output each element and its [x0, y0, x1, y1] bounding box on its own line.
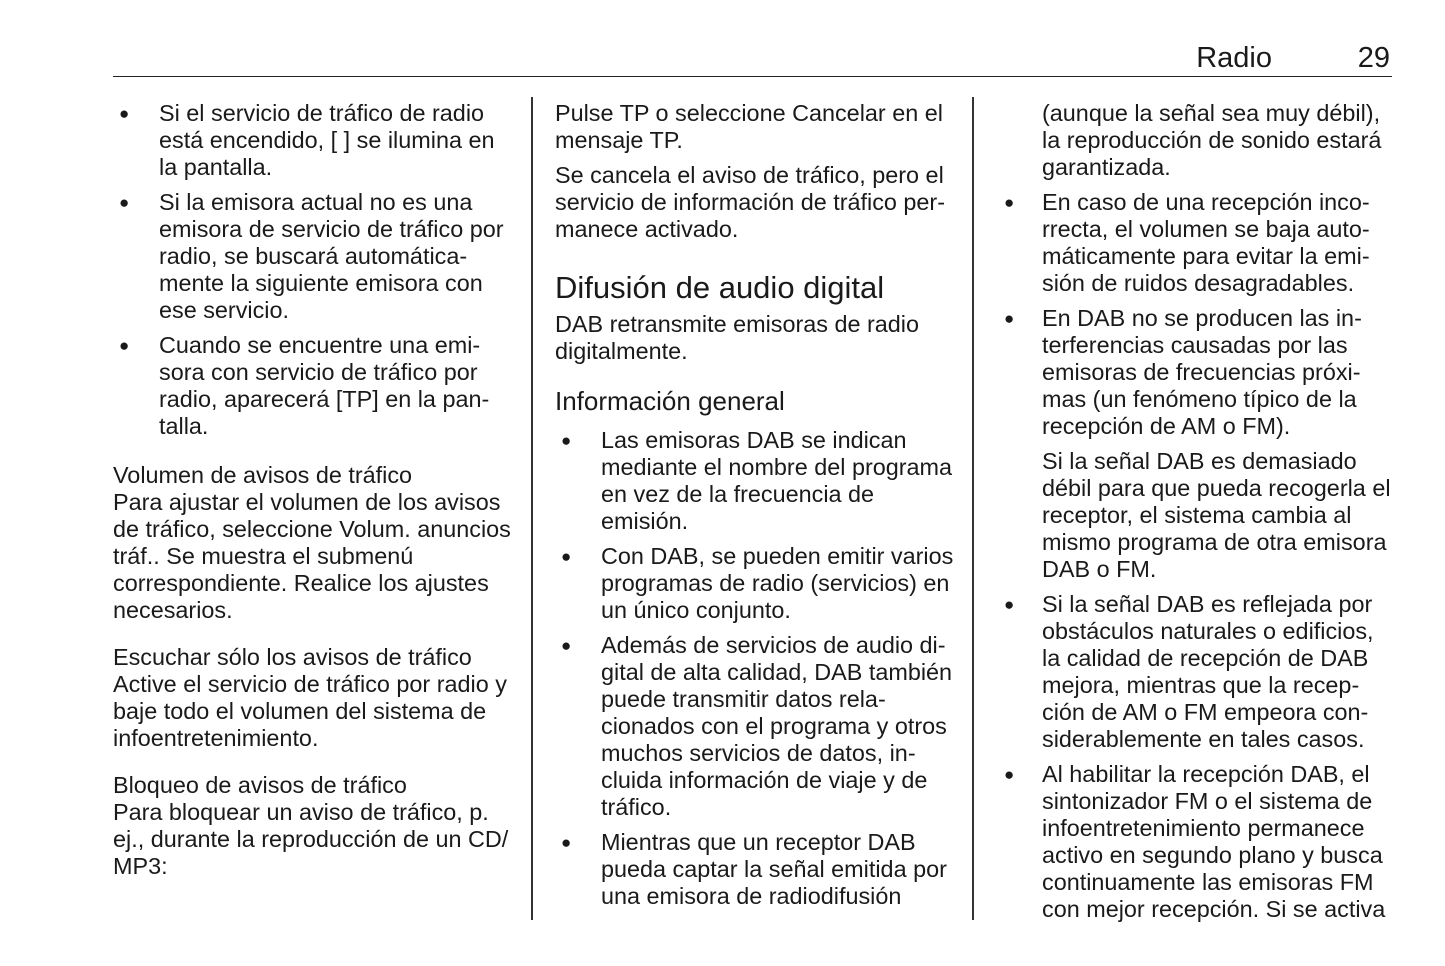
list-item: ● Además de servicios de audio digital de alta calidad, DAB también puede transmitir datos relacionados con el programa y otros muchos servicios de datos, incluida información de viaje y de tráfico. — [555, 632, 955, 821]
list-item: ● Con DAB, se pueden emitir varios programas de radio (servicios) en un único conjunto. — [555, 543, 955, 624]
column-3 — [1042, 100, 1394, 931]
list-item: ● Al habilitar la recepción DAB, el sintonizador FM o el sistema de infoentretenimiento permanece activo en segundo plano y busca continuamente las emisoras FM con mejor recepción. Si se activa — [1042, 761, 1394, 923]
subheading-traffic-only: Escuchar sólo los avisos de tráfico — [113, 644, 472, 670]
bullet-list — [1042, 189, 1394, 923]
paragraph: Active el servicio de tráfico por radio y baje todo el volumen del sistema de infoentretenimiento. — [113, 671, 507, 751]
list-item: ● Si la emisora actual no es una emisora de servicio de tráfico por radio, se buscará automáticamente la siguiente emisora con ese servicio. — [113, 189, 515, 324]
paragraph: Pulse TP o seleccione Cancelar en el mensaje TP. — [555, 100, 943, 153]
subheading-traffic-block: Bloqueo de avisos de tráfico — [113, 772, 407, 798]
column-2 — [555, 100, 955, 918]
paragraph-continuation: (aunque la señal sea muy débil), la reproducción de sonido estará garantizada. — [1042, 100, 1382, 180]
list-item-text: En DAB no se producen las interferencias causadas por las emisoras de frecuencias próximas (un fenómeno típico de la recepción de AM o FM). — [1042, 305, 1362, 439]
list-item — [1042, 305, 1394, 583]
list-item: ● Si la señal DAB es reflejada por obstáculos naturales o edificios, la calidad de recepción de DAB mejora, mientras que la recepción de AM o FM empeora considerablemente en tales casos. — [1042, 591, 1394, 753]
column-1 — [113, 100, 515, 900]
page-header — [113, 40, 1392, 77]
paragraph: DAB retransmite emisoras de radio digitalmente. — [555, 311, 919, 364]
list-item: ● Cuando se encuentre una emisora con servicio de tráfico por radio, aparecerá [TP] en la pantalla. — [113, 332, 515, 440]
section-title: Radio — [1196, 42, 1272, 74]
paragraph: Para bloquear un aviso de tráfico, p. ej., durante la reproducción de un CD/ MP3: — [113, 799, 509, 879]
bullet-list — [113, 100, 515, 440]
heading-general-info: Información general — [555, 386, 785, 416]
bullet-list — [555, 427, 955, 910]
column-divider — [972, 97, 974, 920]
heading-dab: Difusión de audio digital — [555, 270, 885, 305]
paragraph: Para ajustar el volumen de los avisos de tráfico, seleccione Volum. anuncios tráf.. Se muestra el submenú correspondiente. Realice los ajustes necesarios. — [113, 489, 511, 623]
list-item: ● Si el servicio de tráfico de radio está encendido, [ ] se ilumina en la pantalla. — [113, 100, 515, 181]
column-divider — [531, 97, 533, 920]
list-item: ● Mientras que un receptor DAB pueda captar la señal emitida por una emisora de radiodifusión — [555, 829, 955, 910]
list-item: ● Las emisoras DAB se indican mediante el nombre del programa en vez de la frecuencia de emisión. — [555, 427, 955, 535]
list-item-extra: Si la señal DAB es demasiado débil para que pueda recogerla el receptor, el sistema cambia al mismo programa de otra emisora DAB o FM. — [1042, 448, 1391, 582]
paragraph: Se cancela el aviso de tráfico, pero el servicio de información de tráfico permanece activado. — [555, 162, 946, 242]
list-item: ● En caso de una recepción incorrecta, el volumen se baja automáticamente para evitar la emisión de ruidos desagradables. — [1042, 189, 1394, 297]
page-number: 29 — [1357, 42, 1390, 74]
subheading-traffic-volume: Volumen de avisos de tráfico — [113, 462, 413, 488]
